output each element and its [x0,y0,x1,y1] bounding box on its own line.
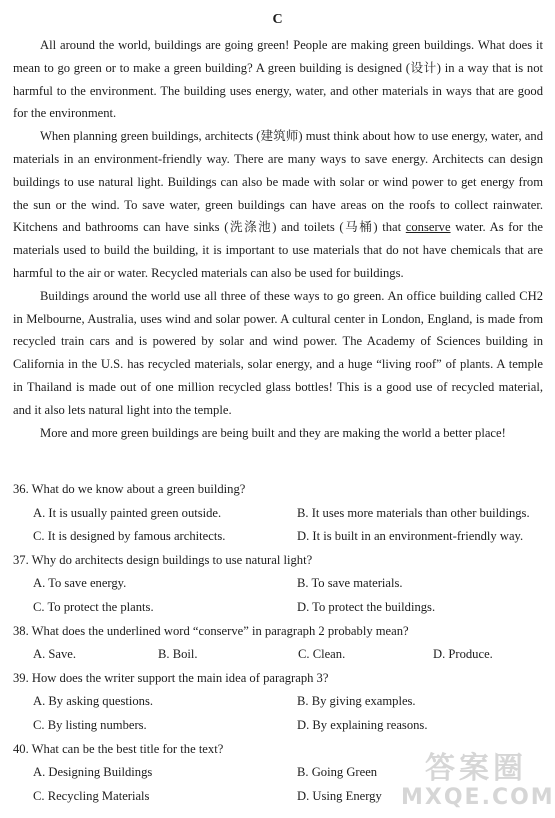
question-stem: 37. Why do architects design buildings to use natural light? [13,552,313,567]
option-d: D. Produce. [433,647,493,662]
option-row [13,714,548,738]
watermark-logo-text: 答案圈 [425,751,527,786]
question-stem: 36. What do we know about a green building? [13,482,246,496]
paragraph-2-text-before: When planning green buildings, architects (建筑师) must think about how to use energy, water, and materials in an environment-friendly way. There are many ways to save energy. Architects can design buildings to use natural light. Buildings can also be made with solar or wind power to get energy from the sun or the wind. To save water, green buildings can have areas on the roofs to collect rainwater. Kitchens and bathrooms can have sinks (洗涤池) and toilets (马桶) that [13,129,543,235]
question-39 [13,667,548,738]
option-c: C. It is designed by famous architects. [33,529,226,544]
option-row [13,572,548,596]
option-c: C. Recycling Materials [33,788,150,803]
question-38 [13,620,548,667]
paragraph-2-text-after: water. As for the materials used to build the building, it is important to use materials that do not have chemicals that are harmful to the air or water. Recycled materials can also be used for buildings. [13,220,543,280]
option-b: B. Going Green [297,765,378,780]
option-b: B. Boil. [158,647,198,662]
paragraph-4: More and more green buildings are being built and they are making the world a better place! [40,425,506,440]
option-a: A. Designing Buildings [33,765,153,780]
option-d: D. Using Energy [297,788,382,803]
option-row [13,643,548,667]
paragraph-2 [13,125,543,285]
watermark-url: MXQE.COM [401,785,555,810]
site-watermark [401,751,555,812]
paragraph-1: All around the world, buildings are going green! People are making green buildings. What does it mean to go green or to make a green building? A green building is designed (设计) in a way that is not harmful to the environment. The building uses energy, water, and other materials in ways that are good for the environment. [13,38,543,121]
question-37 [13,549,548,620]
option-b: B. To save materials. [297,576,403,591]
option-row [13,596,548,620]
reading-passage [13,34,543,444]
option-d: D. It is built in an environment-friendly way. [297,529,524,544]
paragraph-3: Buildings around the world use all three of these ways to go green. An office building called CH2 in Melbourne, Australia, uses wind and solar power. A cultural center in London, England, is made from recycled train cars and is powered by solar and wind power. The Academy of Sciences building in California in the U.S. has recycled materials, solar energy, and a huge “living roof” of plants. A temple in Thailand is made out of one million recycled glass bottles! This is a good use of recycled material, and it also lets natural light into the temple. [13,288,543,417]
option-row [13,525,548,549]
question-stem: 39. How does the writer support the main idea of paragraph 3? [13,670,329,685]
option-b: B. By giving examples. [297,694,416,709]
option-a: A. It is usually painted green outside. [33,505,222,520]
option-a: A. To save energy. [33,576,127,591]
question-stem: 40. What can be the best title for the text? [13,741,224,756]
option-a: A. By asking questions. [33,694,153,709]
option-c: C. To protect the plants. [33,599,154,614]
option-row [13,502,548,526]
option-a: A. Save. [33,647,77,662]
section-title: C [272,12,283,27]
option-b: B. It uses more materials than other buildings. [297,505,530,520]
option-c: C. By listing numbers. [33,717,147,732]
question-36 [13,478,548,549]
question-stem: 38. What does the underlined word “conserve” in paragraph 2 probably mean? [13,623,409,638]
option-d: D. To protect the buildings. [297,599,436,614]
option-row [13,690,548,714]
option-c: C. Clean. [298,647,346,662]
underlined-word-conserve: conserve [405,220,451,235]
option-d: D. By explaining reasons. [297,717,428,732]
